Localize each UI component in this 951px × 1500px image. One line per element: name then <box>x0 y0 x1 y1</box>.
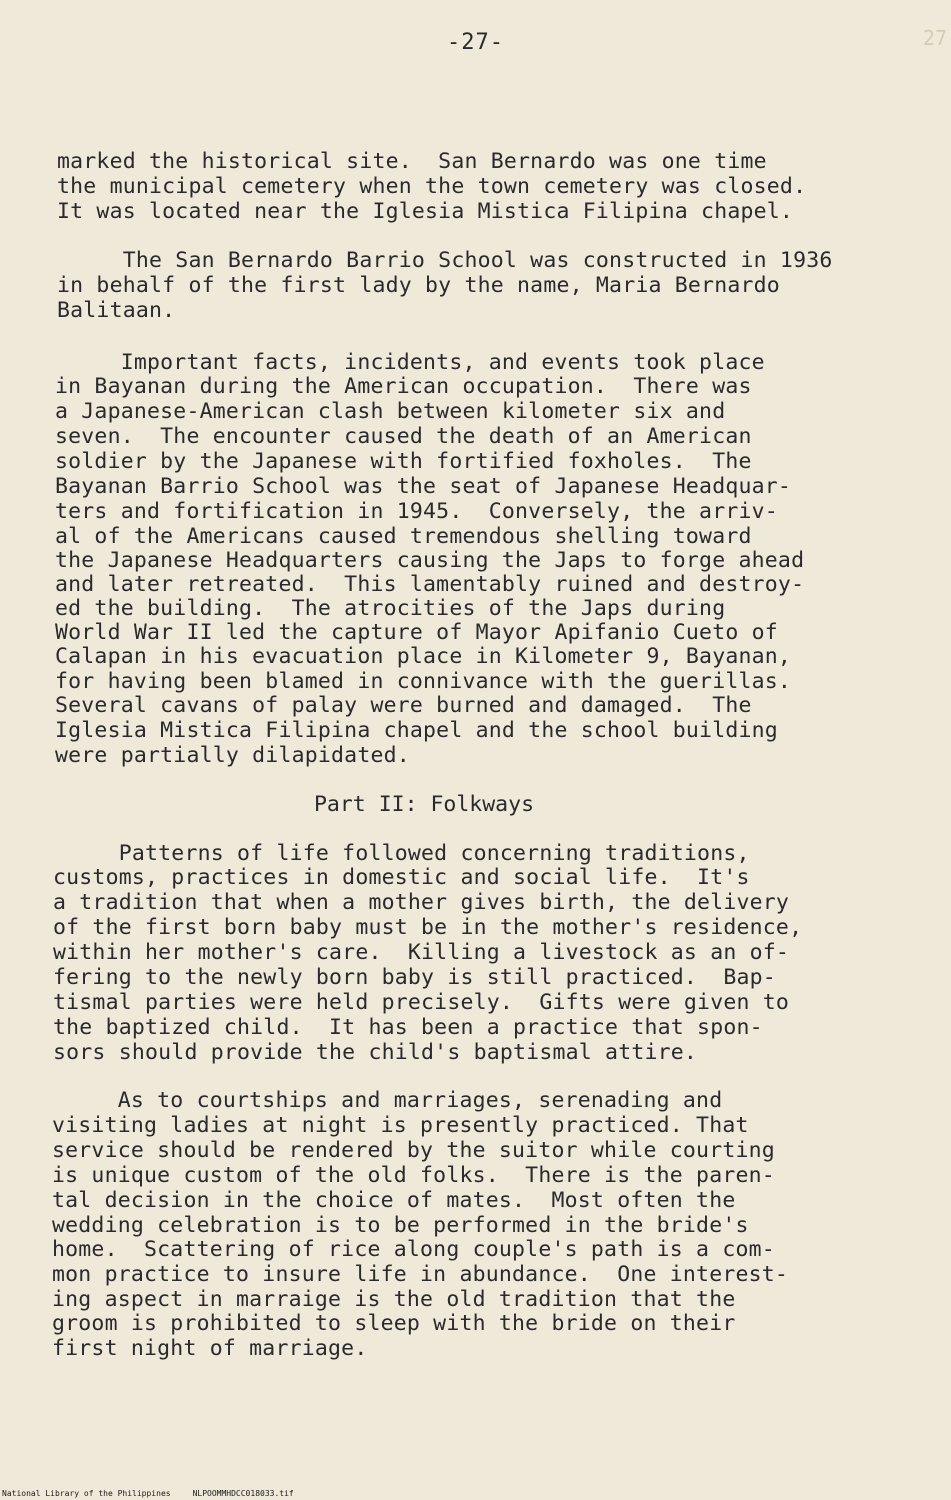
text-line: Balitaan. <box>57 298 176 323</box>
text-line: Bayanan Barrio School was the seat of Japanese Headquar- <box>55 474 792 499</box>
text-line: home. Scattering of rice along couple's path is a com- <box>52 1237 775 1262</box>
text-line: al of the Americans caused tremendous shelling toward <box>55 524 752 549</box>
page-number: -27- <box>447 30 504 55</box>
text-line: is unique custom of the old folks. There is the paren- <box>52 1163 775 1188</box>
text-line: in Bayanan during the American occupation. There was <box>55 374 752 399</box>
text-line: service should be rendered by the suitor while courting <box>52 1138 775 1163</box>
text-line: the baptized child. It has been a practice that spon- <box>53 1015 763 1040</box>
text-line: in behalf of the first lady by the name, Maria Bernardo <box>57 273 780 298</box>
text-line: soldier by the Japanese with fortified foxholes. The <box>55 449 752 474</box>
text-line: Important facts, incidents, and events took place <box>55 350 765 375</box>
text-line: World War II led the capture of Mayor Apifanio Cueto of <box>55 620 778 645</box>
text-line: mon practice to insure life in abundance. One interest- <box>52 1262 789 1287</box>
text-line: Iglesia Mistica Filipina chapel and the school building <box>55 718 778 743</box>
text-line: groom is prohibited to sleep with the bride on their <box>52 1311 736 1336</box>
corner-mark: 27 <box>922 26 947 50</box>
text-line: were partially dilapidated. <box>55 743 410 768</box>
text-line: for having been blamed in connivance with the guerillas. <box>55 669 792 694</box>
text-line: seven. The encounter caused the death of an American <box>55 424 752 449</box>
text-line: within her mother's care. Killing a livestock as an of- <box>53 940 790 965</box>
text-line: of the first born baby must be in the mother's residence, <box>53 915 803 940</box>
text-line: the Japanese Headquarters causing the Japs to forge ahead <box>55 548 805 573</box>
text-line: and later retreated. This lamentably ruined and destroy- <box>55 572 805 597</box>
text-line: Several cavans of palay were burned and damaged. The <box>55 693 752 718</box>
text-line: a tradition that when a mother gives birth, the delivery <box>53 890 790 915</box>
text-line: ters and fortification in 1945. Conversely, the arriv- <box>55 499 778 524</box>
text-line: As to courtships and marriages, serenading and <box>52 1088 723 1113</box>
text-line: customs, practices in domestic and social life. It's <box>53 865 750 890</box>
text-line: marked the historical site. San Bernardo was one time <box>57 149 767 174</box>
text-line: The San Bernardo Barrio School was constructed in 1936 <box>57 248 833 273</box>
text-line: ed the building. The atrocities of the Japs during <box>55 596 726 621</box>
text-line: Calapan in his evacuation place in Kilometer 9, Bayanan, <box>55 644 792 669</box>
text-line: a Japanese-American clash between kilometer six and <box>55 399 726 424</box>
text-line: the municipal cemetery when the town cemetery was closed. <box>57 174 807 199</box>
footer-library: National Library of the Philippines <box>2 1489 171 1498</box>
scan-footer <box>2 1489 294 1498</box>
text-line: first night of marriage. <box>52 1336 368 1361</box>
footer-filename: NLPOOMMHDCC018033.tif <box>192 1489 294 1498</box>
text-line: tal decision in the choice of mates. Most often the <box>52 1188 736 1213</box>
text-line: Patterns of life followed concerning traditions, <box>53 841 750 866</box>
text-line: fering to the newly born baby is still practiced. Bap- <box>53 965 776 990</box>
text-line: sors should provide the child's baptismal attire. <box>53 1040 698 1065</box>
text-line: It was located near the Iglesia Mistica Filipina chapel. <box>57 199 794 224</box>
section-heading: Part II: Folkways <box>313 792 535 817</box>
text-line: visiting ladies at night is presently practiced. That <box>52 1113 749 1138</box>
text-line: wedding celebration is to be performed in the bride's <box>52 1213 749 1238</box>
text-line: tismal parties were held precisely. Gifts were given to <box>53 990 790 1015</box>
text-line: ing aspect in marraige is the old tradition that the <box>52 1287 736 1312</box>
